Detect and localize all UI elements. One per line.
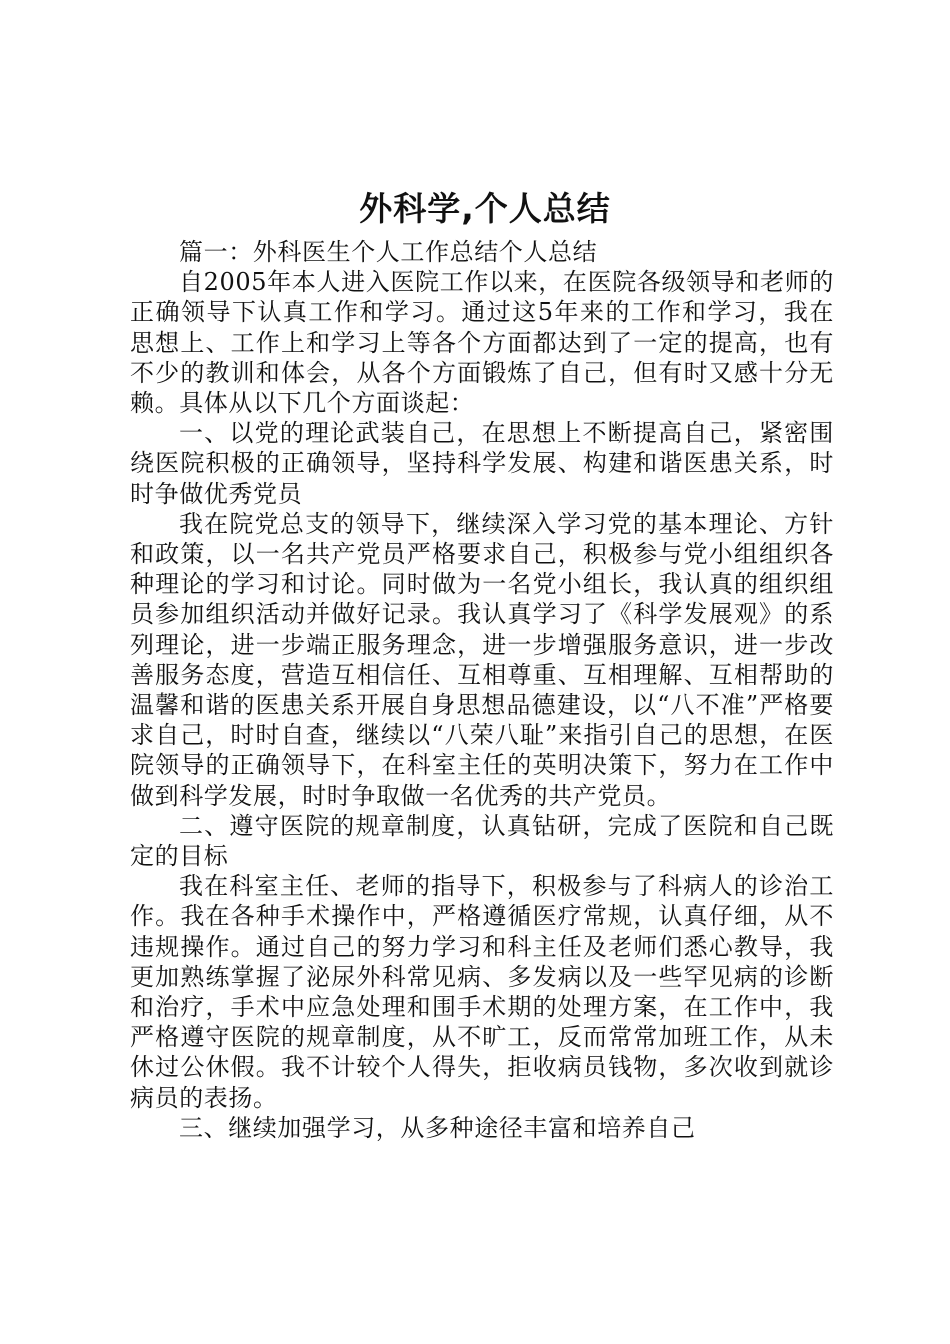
paragraph-intro: 自2005年本人进入医院工作以来，在医院各级领导和老师的正确领导下认真工作和学习。通过这5年来的工作和学习，我在思想上、工作上和学习上等各个方面都达到了一定的提高，也有不少的教训和体会，从各个方面锻炼了自己，但有时又感十分无赖。具体从以下几个方面谈起： [130, 268, 834, 418]
section-heading-2: 二、遵守医院的规章制度，认真钻研，完成了医院和自己既定的目标 [130, 811, 834, 871]
section-heading-1: 一、以党的理论武装自己，在思想上不断提高自己，紧密围绕医院积极的正确领导，坚持科学发展、构建和谐医患关系，时时争做优秀党员 [130, 419, 834, 508]
document-body [130, 237, 834, 1143]
document-title: 外科学,个人总结 [359, 189, 611, 228]
paragraph-section-2: 我在科室主任、老师的指导下，积极参与了科病人的诊治工作。我在各种手术操作中，严格遵循医疗常规，认真仔细，从不违规操作。通过自己的努力学习和科主任及老师们悉心教导，我更加熟练掌握了泌尿外科常见病、多发病以及一些罕见病的诊断和治疗，手术中应急处理和围手术期的处理方案，在工作中，我严格遵守医院的规章制度，从不旷工，反而常常加班工作，从未休过公休假。我不计较个人得失，拒收病员钱物，多次收到就诊病员的表扬。 [130, 872, 834, 1112]
paragraph-section-1: 我在院党总支的领导下，继续深入学习党的基本理论、方针和政策，以一名共产党员严格要求自己，积极参与党小组组织各种理论的学习和讨论。同时做为一名党小组长，我认真的组织组员参加组织活动并做好记录。我认真学习了《科学发展观》的系列理论，进一步端正服务理念，进一步增强服务意识，进一步改善服务态度，营造互相信任、互相尊重、互相理解、互相帮助的温馨和谐的医患关系开展自身思想品德建设，以“八不准”严格要求自己，时时自查，继续以“八荣八耻”来指引自己的思想，在医院领导的正确领导下，在科室主任的英明决策下，努力在工作中做到科学发展，时时争取做一名优秀的共产党员。 [130, 509, 834, 810]
section-heading-3: 三、继续加强学习，从多种途径丰富和培养自己 [179, 1113, 696, 1142]
document-page [130, 185, 834, 1143]
paragraph-subtitle: 篇一：外科医生个人工作总结个人总结 [179, 238, 598, 266]
